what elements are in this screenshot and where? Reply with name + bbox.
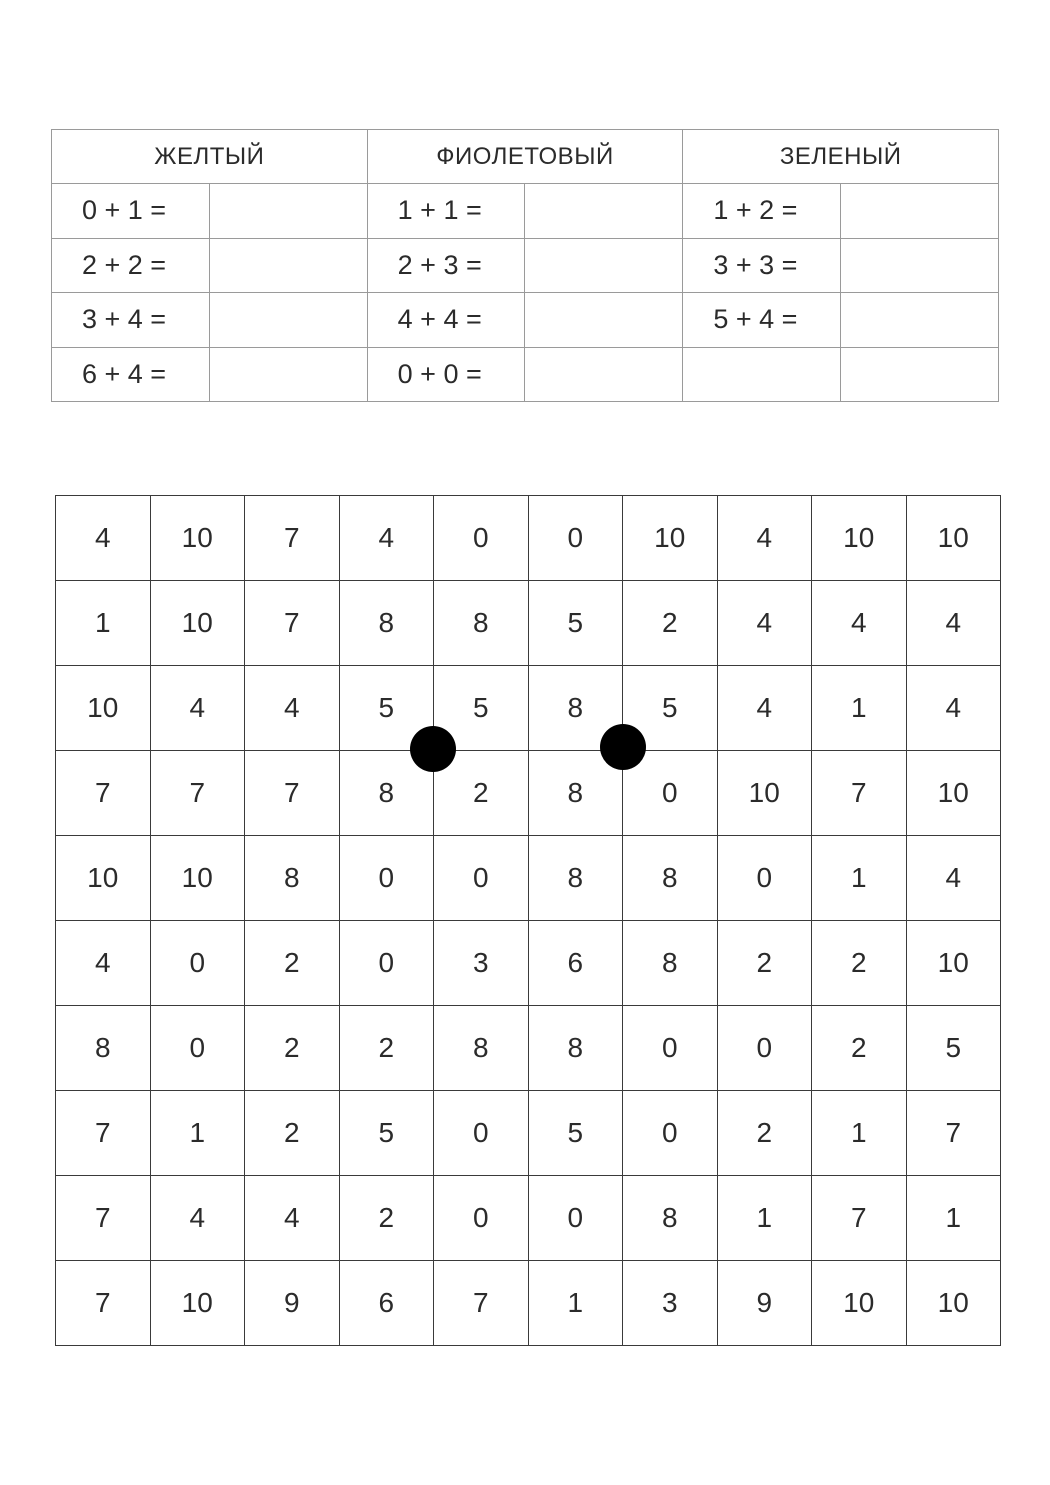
yellow-expression: 0 + 1 = [52,184,210,239]
yellow-expression: 3 + 4 = [52,293,210,348]
grid-cell[interactable]: 8 [56,1006,151,1091]
grid-cell[interactable]: 5 [339,1091,434,1176]
grid-cell[interactable]: 4 [717,496,812,581]
grid-cell[interactable]: 6 [528,921,623,1006]
grid-cell[interactable]: 8 [528,836,623,921]
grid-cell[interactable]: 7 [245,496,340,581]
grid-row [56,751,1001,836]
grid-cell[interactable]: 4 [906,836,1001,921]
header-yellow: ЖЕЛТЫЙ [52,130,368,184]
grid-cell[interactable]: 1 [717,1176,812,1261]
yellow-answer-cell[interactable] [209,347,367,402]
purple-expression: 2 + 3 = [367,238,525,293]
grid-cell[interactable]: 8 [623,836,718,921]
grid-cell[interactable]: 2 [434,751,529,836]
yellow-expression: 2 + 2 = [52,238,210,293]
grid-cell[interactable]: 10 [812,1261,907,1346]
number-grid [55,495,1001,1346]
grid-cell[interactable]: 7 [56,1176,151,1261]
grid-cell[interactable]: 2 [812,921,907,1006]
grid-cell[interactable]: 10 [150,1261,245,1346]
grid-cell[interactable]: 0 [339,921,434,1006]
green-answer-cell[interactable] [841,347,999,402]
left-eye-dot [410,726,456,772]
grid-cell[interactable]: 4 [150,1176,245,1261]
grid-cell[interactable]: 0 [434,836,529,921]
key-row [52,184,999,239]
grid-cell[interactable]: 0 [434,1176,529,1261]
grid-cell[interactable]: 5 [528,1091,623,1176]
header-green: ЗЕЛЕНЫЙ [683,130,999,184]
green-expression: 5 + 4 = [683,293,841,348]
grid-cell[interactable]: 2 [339,1176,434,1261]
grid-cell[interactable]: 10 [623,496,718,581]
purple-answer-cell[interactable] [525,184,683,239]
grid-cell[interactable]: 10 [717,751,812,836]
grid-cell[interactable]: 5 [434,666,529,751]
grid-cell[interactable]: 7 [56,1091,151,1176]
grid-cell[interactable]: 4 [150,666,245,751]
purple-expression: 0 + 0 = [367,347,525,402]
grid-cell[interactable]: 10 [812,496,907,581]
grid-cell[interactable]: 4 [245,666,340,751]
grid-row [56,496,1001,581]
grid-cell[interactable]: 8 [623,1176,718,1261]
grid-cell[interactable]: 0 [434,1091,529,1176]
grid-cell[interactable]: 2 [245,1091,340,1176]
grid-cell[interactable]: 4 [717,581,812,666]
grid-cell[interactable]: 8 [339,751,434,836]
grid-cell[interactable]: 8 [623,921,718,1006]
grid-cell[interactable]: 2 [339,1006,434,1091]
grid-cell[interactable]: 7 [56,1261,151,1346]
right-eye-dot [600,724,646,770]
grid-cell[interactable]: 7 [812,1176,907,1261]
grid-cell[interactable]: 0 [339,836,434,921]
purple-answer-cell[interactable] [525,347,683,402]
green-answer-cell[interactable] [841,184,999,239]
grid-row [56,1261,1001,1346]
grid-cell[interactable]: 1 [56,581,151,666]
green-expression [683,347,841,402]
grid-cell[interactable]: 4 [812,581,907,666]
grid-cell[interactable]: 7 [906,1091,1001,1176]
grid-cell[interactable]: 1 [812,666,907,751]
grid-cell[interactable]: 6 [339,1261,434,1346]
grid-cell[interactable]: 0 [717,836,812,921]
grid-cell[interactable]: 4 [717,666,812,751]
purple-answer-cell[interactable] [525,293,683,348]
grid-cell[interactable]: 3 [623,1261,718,1346]
grid-cell[interactable]: 2 [623,581,718,666]
grid-cell[interactable]: 0 [623,751,718,836]
purple-answer-cell[interactable] [525,238,683,293]
grid-cell[interactable]: 10 [150,836,245,921]
yellow-answer-cell[interactable] [209,184,367,239]
key-row [52,293,999,348]
grid-cell[interactable]: 0 [623,1006,718,1091]
key-row [52,238,999,293]
grid-cell[interactable]: 7 [434,1261,529,1346]
grid-cell[interactable]: 10 [56,666,151,751]
green-expression: 1 + 2 = [683,184,841,239]
grid-cell[interactable]: 8 [434,1006,529,1091]
grid-cell[interactable]: 2 [245,921,340,1006]
header-purple: ФИОЛЕТОВЫЙ [367,130,683,184]
purple-expression: 1 + 1 = [367,184,525,239]
grid-cell[interactable]: 8 [528,751,623,836]
yellow-expression: 6 + 4 = [52,347,210,402]
grid-cell[interactable]: 10 [906,751,1001,836]
grid-cell[interactable]: 8 [528,1006,623,1091]
grid-cell[interactable]: 0 [528,1176,623,1261]
grid-cell[interactable]: 4 [56,496,151,581]
grid-cell[interactable]: 9 [717,1261,812,1346]
grid-cell[interactable]: 10 [150,496,245,581]
grid-cell[interactable]: 5 [339,666,434,751]
grid-cell[interactable]: 1 [812,1091,907,1176]
grid-cell[interactable]: 7 [245,751,340,836]
grid-cell[interactable]: 4 [339,496,434,581]
grid-row [56,1006,1001,1091]
grid-cell[interactable]: 7 [150,751,245,836]
green-answer-cell[interactable] [841,238,999,293]
grid-cell[interactable]: 0 [623,1091,718,1176]
grid-cell[interactable]: 2 [812,1006,907,1091]
color-key-header-row [52,130,999,184]
green-answer-cell[interactable] [841,293,999,348]
grid-row [56,921,1001,1006]
grid-cell[interactable]: 10 [56,836,151,921]
grid-cell[interactable]: 8 [528,666,623,751]
grid-cell[interactable]: 1 [528,1261,623,1346]
grid-cell[interactable]: 10 [906,1261,1001,1346]
grid-cell[interactable]: 10 [150,581,245,666]
yellow-answer-cell[interactable] [209,293,367,348]
grid-cell[interactable]: 4 [56,921,151,1006]
grid-cell[interactable]: 7 [812,751,907,836]
grid-cell[interactable]: 5 [623,666,718,751]
grid-cell[interactable]: 8 [434,581,529,666]
color-key-table [51,129,999,402]
grid-cell[interactable]: 7 [245,581,340,666]
grid-cell[interactable]: 7 [56,751,151,836]
grid-cell[interactable]: 10 [906,921,1001,1006]
yellow-answer-cell[interactable] [209,238,367,293]
grid-cell[interactable]: 8 [245,836,340,921]
grid-cell[interactable]: 0 [150,1006,245,1091]
grid-cell[interactable]: 1 [812,836,907,921]
grid-cell[interactable]: 2 [245,1006,340,1091]
grid-cell[interactable]: 0 [717,1006,812,1091]
grid-row [56,1091,1001,1176]
grid-cell[interactable]: 5 [528,581,623,666]
grid-cell[interactable]: 1 [906,1176,1001,1261]
grid-row [56,581,1001,666]
grid-cell[interactable]: 4 [245,1176,340,1261]
grid-cell[interactable]: 8 [339,581,434,666]
grid-row [56,1176,1001,1261]
grid-cell[interactable]: 4 [906,581,1001,666]
grid-cell[interactable]: 0 [528,496,623,581]
coloring-grid-area [55,495,1001,1341]
grid-cell[interactable]: 2 [717,1091,812,1176]
grid-cell[interactable]: 9 [245,1261,340,1346]
key-row [52,347,999,402]
grid-cell[interactable]: 3 [434,921,529,1006]
grid-cell[interactable]: 4 [906,666,1001,751]
grid-cell[interactable]: 0 [150,921,245,1006]
grid-row [56,836,1001,921]
green-expression: 3 + 3 = [683,238,841,293]
grid-cell[interactable]: 5 [906,1006,1001,1091]
grid-row [56,666,1001,751]
grid-cell[interactable]: 2 [717,921,812,1006]
grid-cell[interactable]: 1 [150,1091,245,1176]
purple-expression: 4 + 4 = [367,293,525,348]
grid-cell[interactable]: 10 [906,496,1001,581]
grid-cell[interactable]: 0 [434,496,529,581]
